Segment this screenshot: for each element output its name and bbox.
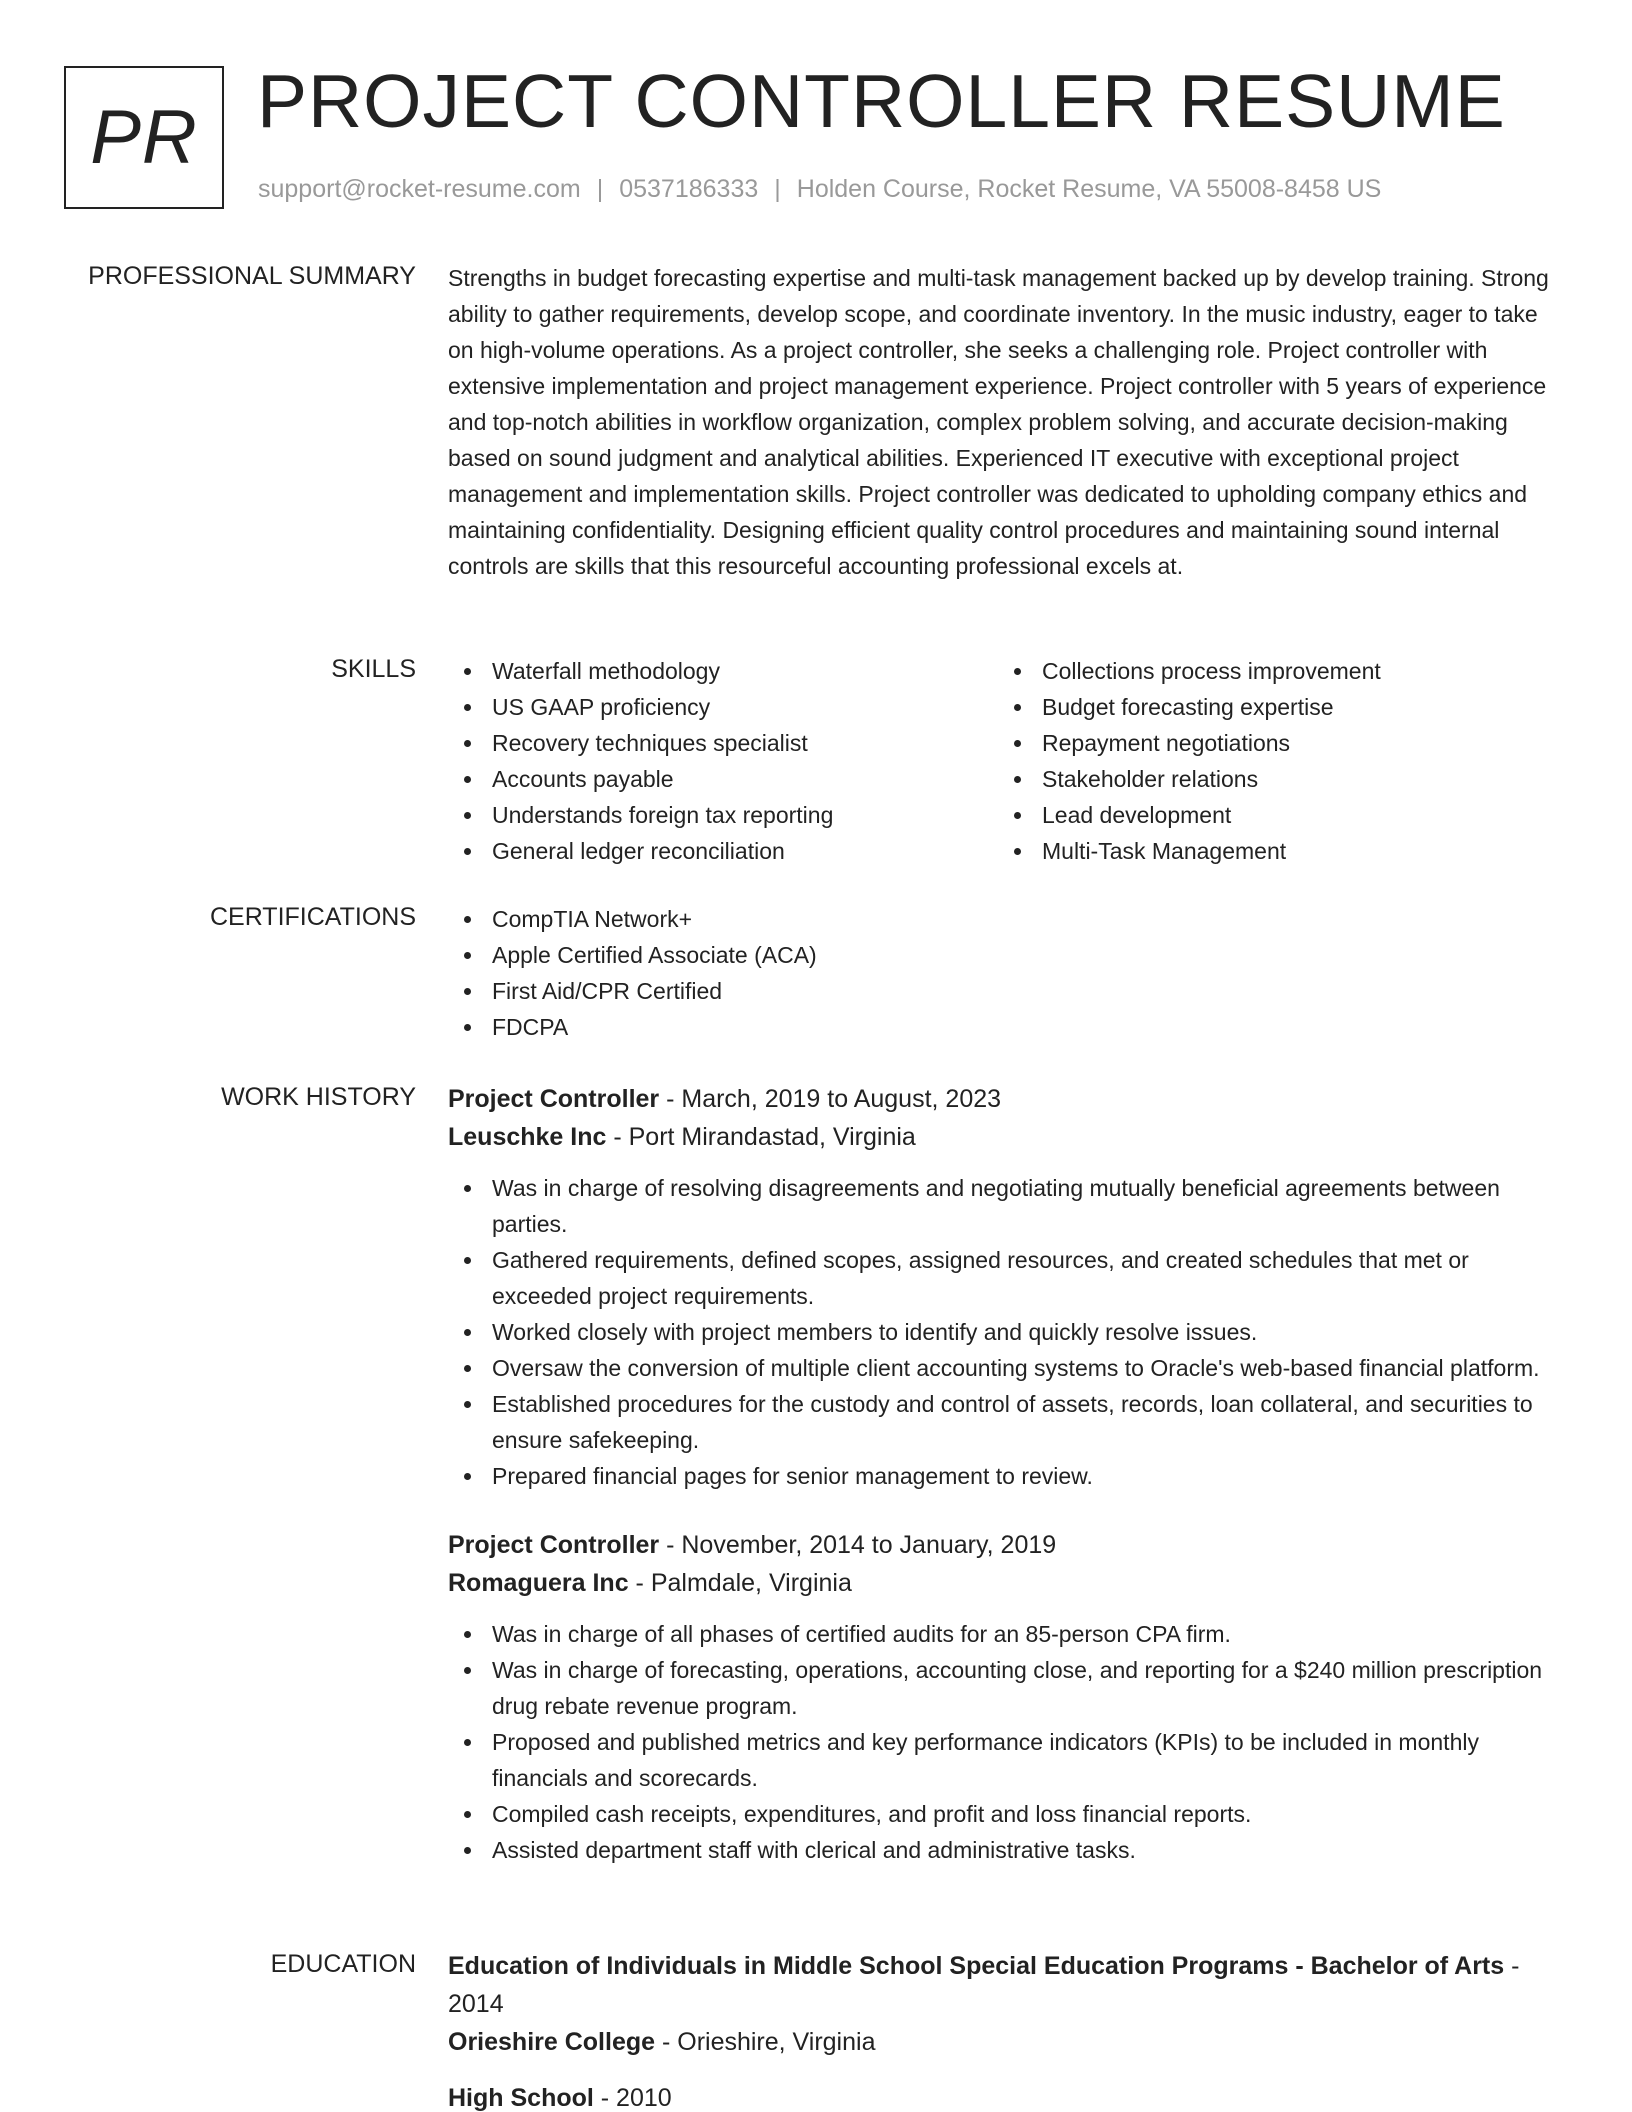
job-duty: Oversaw the conversion of multiple client accounting systems to Oracle's web-based financial platform. [448,1350,1568,1386]
skill-item: Multi-Task Management [998,833,1548,869]
job-title: Project Controller [448,1531,660,1559]
education-school: Orieshire College [448,2028,656,2056]
skills-left-list [448,653,998,869]
skill-item: Waterfall methodology [448,653,998,689]
skill-item: Recovery techniques specialist [448,725,998,761]
job-duty: Was in charge of resolving disagreements and negotiating mutually beneficial agreements between parties. [448,1170,1568,1242]
summary-heading: PROFESSIONAL SUMMARY [88,262,416,290]
job-company-line [448,1118,1568,1156]
job-duty: Gathered requirements, defined scopes, assigned resources, and created schedules that met or exceeded project requirements. [448,1242,1568,1314]
certification-item: Apple Certified Associate (ACA) [448,937,1568,973]
education-year: - 2014 [448,1952,1520,2018]
contact-separator: | [774,175,781,203]
skills-right-list [998,653,1548,869]
skill-item: US GAAP proficiency [448,689,998,725]
contact-separator: | [596,175,604,203]
job-duty: Was in charge of all phases of certified audits for an 85-person CPA firm. [448,1616,1568,1652]
job-title: Project Controller [448,1085,660,1113]
job-duties-list [448,1170,1568,1494]
job-company-line [448,1564,1568,1602]
job-company: Romaguera Inc [448,1569,629,1597]
job-title-line [448,1080,1568,1118]
education-school-line [448,2023,1568,2061]
skill-item: Accounts payable [448,761,998,797]
job-duty: Worked closely with project members to identify and quickly resolve issues. [448,1314,1568,1350]
job-duty: Assisted department staff with clerical and administrative tasks. [448,1832,1568,1868]
job-duties-list [448,1616,1568,1868]
contact-address: Holden Course, Rocket Resume, VA 55008-8458 US [796,175,1382,203]
job-duty: Established procedures for the custody and control of assets, records, loan collateral, and securities to ensure safekeeping. [448,1386,1568,1458]
education-degree: Education of Individuals in Middle School Special Education Programs - Bachelor of Arts [448,1952,1505,1980]
job-location: - Palmdale, Virginia [628,1569,852,1597]
job-entry [448,1080,1568,1494]
education-degree: High School [448,2084,594,2112]
skills-section [448,653,1568,869]
job-company: Leuschke Inc [448,1123,607,1151]
skill-item: Stakeholder relations [998,761,1548,797]
contact-line [258,175,1381,204]
skills-heading: SKILLS [331,655,416,683]
education-heading: EDUCATION [270,1950,416,1978]
skill-item: General ledger reconciliation [448,833,998,869]
summary-section [448,260,1568,584]
job-duty: Prepared financial pages for senior management to review. [448,1458,1568,1494]
job-entry [448,1526,1568,1868]
job-duty: Was in charge of forecasting, operations, accounting close, and reporting for a $240 million prescription drug rebate revenue program. [448,1652,1568,1724]
monogram-box [64,66,224,209]
education-year: - 2010 [593,2084,672,2112]
education-section [448,1947,1568,2112]
certification-item: CompTIA Network+ [448,901,1568,937]
skill-item: Lead development [998,797,1548,833]
contact-email[interactable]: support@rocket-resume.com [258,175,581,203]
summary-text: Strengths in budget forecasting expertise and multi-task management backed up by develop training. Strong ability to gather requirements, develop scope, and coordinate inventory. In the music industry, eager to take on high-volume operations. As a project controller, she seeks a challenging role. Project controller with extensive implementation and project management experience. Project controller with 5 years of experience and top-notch abilities in workflow organization, complex problem solving, and accurate decision-making based on sound judgment and analytical abilities. Experienced IT executive with exceptional project management and implementation skills. Project controller was dedicated to upholding company ethics and maintaining confidentiality. Designing efficient quality control procedures and maintaining sound internal controls are skills that this resourceful accounting professional excels at. [448,265,1549,579]
certifications-section [448,901,1568,1045]
certifications-heading: CERTIFICATIONS [209,903,416,931]
skill-item: Repayment negotiations [998,725,1548,761]
job-duty: Proposed and published metrics and key performance indicators (KPIs) to be included in monthly financials and scorecards. [448,1724,1568,1796]
job-dates: - November, 2014 to January, 2019 [659,1531,1057,1559]
monogram-initials: PR [90,95,198,180]
resume-title: PROJECT CONTROLLER RESUME [257,59,1506,143]
work-history-section [448,1080,1568,1900]
job-dates: - March, 2019 to August, 2023 [659,1085,1002,1113]
job-duty: Compiled cash receipts, expenditures, and profit and loss financial reports. [448,1796,1568,1832]
certification-item: FDCPA [448,1009,1568,1045]
education-degree-line [448,2079,1568,2112]
certification-item: First Aid/CPR Certified [448,973,1568,1009]
skill-item: Budget forecasting expertise [998,689,1548,725]
skill-item: Collections process improvement [998,653,1548,689]
work-history-heading: WORK HISTORY [221,1083,416,1111]
education-degree-line [448,1947,1568,2023]
certifications-list [448,901,1568,1045]
job-location: - Port Mirandastad, Virginia [606,1123,916,1151]
job-title-line [448,1526,1568,1564]
contact-phone[interactable]: 0537186333 [619,175,759,203]
education-location: - Orieshire, Virginia [655,2028,876,2056]
skill-item: Understands foreign tax reporting [448,797,998,833]
